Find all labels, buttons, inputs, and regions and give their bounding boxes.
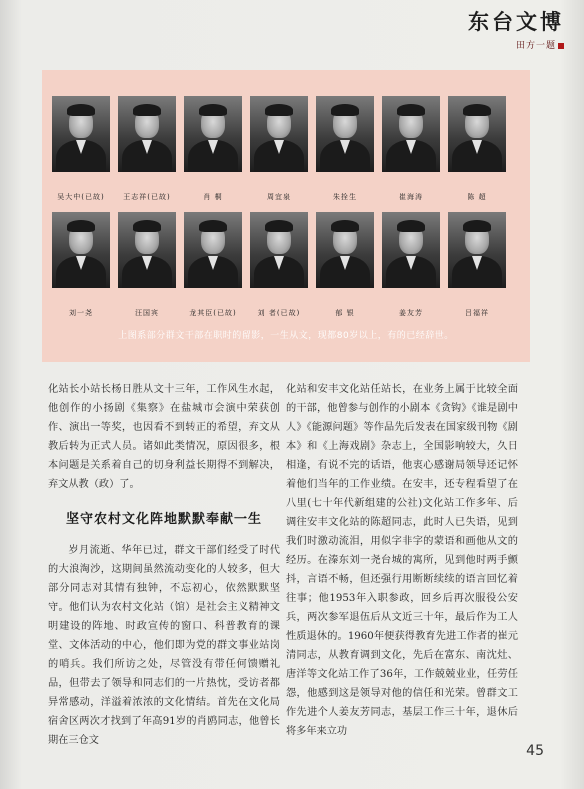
portrait-caption: 郁 银 bbox=[335, 309, 355, 317]
magazine-header bbox=[468, 6, 564, 51]
panel-caption: 上图系部分群文干部在职时的留影，一生从文，现都80岁以上，有的已经辞世。 bbox=[118, 331, 454, 341]
seal-icon bbox=[558, 43, 564, 49]
paragraph: 化站长小站长杨日胜从文十三年，工作风生水起，他创作的小扬剧《集察》在盐城市会演中荣获创作、演出一等奖，也因看不到转正的希望，弃文从教后转为正式人员。诸如此类情况，原因很多，根本问题是关系着自己的切身利益长期得不到解决，弃文从教（政）了。 bbox=[48, 384, 280, 490]
portrait-card bbox=[446, 212, 508, 318]
portrait-card bbox=[380, 212, 442, 318]
portrait-photo bbox=[250, 212, 308, 288]
portrait-photo bbox=[316, 212, 374, 288]
article-column-right bbox=[286, 380, 518, 741]
signature-text: 田方一题 bbox=[515, 41, 556, 51]
portrait-caption: 王志祥(已故) bbox=[123, 193, 171, 201]
portrait-card bbox=[182, 96, 244, 202]
portrait-photo bbox=[52, 96, 110, 172]
portrait-card bbox=[182, 212, 244, 318]
portrait-card bbox=[116, 96, 178, 202]
portrait-photo bbox=[382, 96, 440, 172]
portrait-photo bbox=[184, 96, 242, 172]
section-heading: 坚守农村文化阵地默默奉献一生 bbox=[65, 512, 262, 527]
portrait-photo bbox=[316, 96, 374, 172]
portrait-caption: 刘 者(已故) bbox=[257, 309, 301, 317]
portrait-card bbox=[50, 212, 112, 318]
portrait-card bbox=[446, 96, 508, 202]
article-column-left bbox=[48, 380, 280, 750]
portrait-caption: 汪国宾 bbox=[135, 309, 159, 317]
portrait-caption: 龙其臣(已故) bbox=[189, 309, 237, 317]
portrait-photo bbox=[52, 212, 110, 288]
portrait-card bbox=[50, 96, 112, 202]
portrait-caption: 肖 桐 bbox=[203, 193, 223, 201]
portrait-photo bbox=[118, 212, 176, 288]
portrait-photo bbox=[382, 212, 440, 288]
brand-signature bbox=[468, 38, 564, 51]
portrait-card bbox=[314, 212, 376, 318]
portrait-photo bbox=[118, 96, 176, 172]
paragraph: 化站和安丰文化站任站长，在业务上属于比较全面的干部，他曾参与创作的小剧本《贪钩》《谁是剧中人》《能源问题》等作品先后发表在国家级刊物《剧本》和《上海戏剧》杂志上，全国影响较大，久日相逢，有说不完的话语，他衷心感谢局领导还记怀着他们当年的工作业绩。在安丰，还专程看望了在八里(七十年代新组建的公社)文化站工作多年、后调往安丰文化站的陈超同志，此时人已失语，见到我们时激动流泪，用似字非字的蒙语和画他从文的经历。在溱东刘一尧台城的寓所，见到他时两手颤抖，言语不畅，但还强行用断断续续的语言回忆着往事；他1953年入职参政，回乡后再次服役公安兵，两次参军退伍后从文近三十年，最后作为工人性质退休的。1960年便获得教育先进工作者的崔元清同志，从教育调到文化，先后在富东、南沈灶、唐洋等文化站工作了36年，工作兢兢业业，任劳任怨，他感到这是领导对他的信任和光荣。曾群文工作先进个人姜友芳同志，基层工作三十年，退休后将多年来立功 bbox=[286, 384, 518, 737]
portrait-photo bbox=[184, 212, 242, 288]
portrait-card bbox=[248, 212, 310, 318]
portrait-card bbox=[380, 96, 442, 202]
portrait-card bbox=[314, 96, 376, 202]
portrait-caption: 吴大中(已故) bbox=[57, 193, 105, 201]
portrait-photo bbox=[250, 96, 308, 172]
portrait-panel bbox=[42, 70, 530, 362]
portrait-caption: 陈 超 bbox=[467, 193, 487, 201]
paragraph: 岁月流逝、华年已过，群文干部们经受了时代的大浪淘沙，这期间虽然流动变化的人较多，但大部分同志对其情有独钟，不忘初心，依然默默坚守。他们认为农村文化站（馆）是社会主义精神文明建设的阵地、时政宣传的窗口、科普教育的课堂、文体活动的中心，他们即为党的群文事业站岗的哨兵。我们所访之处，尽管没有带任何馈赠礼品，但带去了领导和同志们的一片热忱，受访者都异常感动，洋溢着浓浓的文化情结。首先在文化局宿舍区两次才找到了年高91岁的肖鸥同志，他曾长期在三仓文 bbox=[48, 545, 280, 746]
portrait-card bbox=[248, 96, 310, 202]
portrait-photo bbox=[448, 96, 506, 172]
portrait-caption: 周宜泉 bbox=[267, 193, 291, 201]
portrait-caption: 朱拴生 bbox=[333, 193, 357, 201]
portrait-caption: 刘一尧 bbox=[69, 309, 93, 317]
portrait-card bbox=[116, 212, 178, 318]
brand-title: 东台文博 bbox=[468, 9, 564, 34]
portrait-caption: 吕福祥 bbox=[465, 309, 489, 317]
portrait-caption: 崔海涛 bbox=[399, 193, 423, 201]
portrait-photo bbox=[448, 212, 506, 288]
page-number: 45 bbox=[526, 743, 544, 759]
portrait-caption: 姜友芳 bbox=[399, 309, 423, 317]
